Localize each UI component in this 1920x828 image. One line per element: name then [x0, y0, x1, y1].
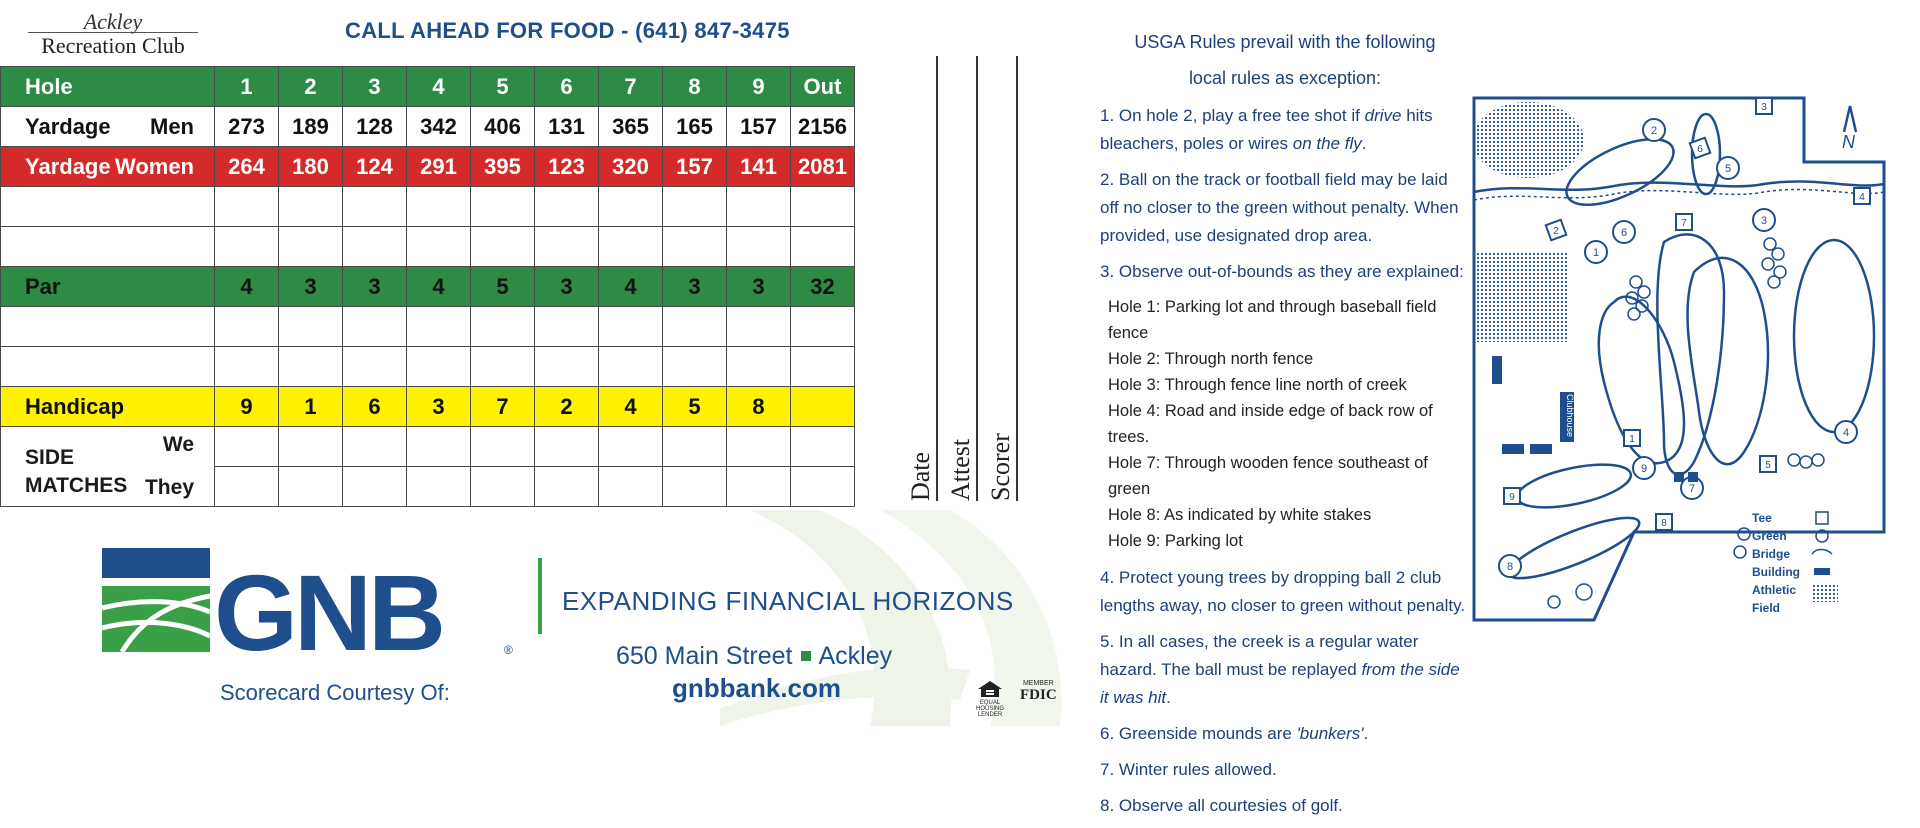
score-cell[interactable] [279, 427, 343, 467]
par-total: 32 [791, 267, 855, 307]
score-cell[interactable] [407, 467, 471, 507]
handicap-label: Handicap [1, 387, 215, 427]
out-label: Out [791, 67, 855, 107]
we-label: We [162, 433, 194, 456]
oob-item: Hole 4: Road and inside edge of back row of trees. [1108, 402, 1433, 446]
score-cell[interactable] [407, 307, 471, 347]
legend-bridge: Bridge [1752, 547, 1791, 561]
svg-text:5: 5 [1765, 460, 1771, 471]
athletic-field [1472, 252, 1568, 342]
logo-divider [538, 558, 542, 634]
svg-text:4: 4 [1842, 427, 1850, 439]
svg-text:8: 8 [1506, 561, 1514, 573]
equal-housing-logo [975, 680, 1005, 718]
score-cell[interactable] [279, 187, 343, 227]
course-map-drawing [1464, 92, 1894, 632]
score-cell[interactable] [407, 427, 471, 467]
sponsor-address [616, 642, 892, 671]
scorer-label: Scorer [986, 433, 1015, 501]
hole-number: 8 [663, 67, 727, 107]
men-yardage-cell: 342 [407, 107, 471, 147]
score-cell[interactable] [471, 227, 535, 267]
sponsor-tagline: EXPANDING FINANCIAL HORIZONS [562, 586, 1014, 616]
par-label: Par [1, 267, 215, 307]
score-cell[interactable] [727, 307, 791, 347]
score-cell[interactable] [471, 427, 535, 467]
matches-label: MATCHES [25, 473, 128, 497]
oob-item: Hole 7: Through wooden fence southeast of green [1108, 454, 1428, 498]
par-cell: 3 [727, 267, 791, 307]
score-cell[interactable] [471, 347, 535, 387]
svg-text:1: 1 [1629, 434, 1635, 445]
par-cell: 4 [407, 267, 471, 307]
logo-navy-bar [102, 548, 210, 578]
score-cell[interactable] [279, 227, 343, 267]
logo-field [102, 586, 210, 652]
score-total-cell[interactable] [791, 427, 855, 467]
rule-4: 4. Protect young trees by dropping ball 2 club lengths away, no closer to green without penalty. [1100, 568, 1466, 615]
svg-text:2: 2 [1650, 125, 1658, 137]
street: 650 Main Street [616, 642, 793, 670]
handicap-cell: 7 [471, 387, 535, 427]
svg-text:8: 8 [1661, 518, 1667, 529]
yardage-label: Yardage [25, 153, 111, 179]
legend-field: Field [1752, 601, 1781, 615]
athletic-field [1472, 102, 1584, 178]
score-cell[interactable] [663, 307, 727, 347]
player-score-row [1, 187, 855, 227]
map-legend [1752, 511, 1838, 615]
women-yardage-cell: 264 [215, 147, 279, 187]
fdic-member: MEMBER [1022, 680, 1054, 687]
legend-athletic: Athletic [1752, 583, 1797, 597]
score-cell[interactable] [535, 227, 599, 267]
city: Ackley [818, 642, 893, 670]
men-yardage-row [1, 107, 855, 147]
hole-number: 2 [279, 67, 343, 107]
oob-item: Hole 1: Parking lot and through baseball field fence [1108, 298, 1437, 342]
player-score-row [1, 307, 855, 347]
score-cell[interactable] [727, 227, 791, 267]
women-yardage-row [1, 147, 855, 187]
north-arrow-icon [1844, 106, 1856, 132]
score-cell[interactable] [599, 187, 663, 227]
par-cell: 3 [279, 267, 343, 307]
player-score-row [1, 347, 855, 387]
score-cell[interactable] [215, 427, 279, 467]
rule-8: 8. Observe all courtesies of golf. [1100, 796, 1343, 815]
men-yardage-cell: 165 [663, 107, 727, 147]
par-cell: 3 [343, 267, 407, 307]
hole-number: 7 [599, 67, 663, 107]
men-yardage-cell: 131 [535, 107, 599, 147]
score-cell[interactable] [343, 187, 407, 227]
women-yardage-cell: 123 [535, 147, 599, 187]
score-cell[interactable] [535, 347, 599, 387]
legend-green: Green [1752, 529, 1787, 543]
women-yardage-cell: 157 [663, 147, 727, 187]
club-name-bottom: Recreation Club [28, 32, 198, 57]
hole-label: Hole [1, 67, 215, 107]
building-legend-icon [1814, 568, 1830, 575]
oob-item: Hole 9: Parking lot [1108, 532, 1243, 550]
par-cell: 4 [599, 267, 663, 307]
score-cell[interactable] [215, 467, 279, 507]
men-label: Men [150, 113, 194, 139]
course-map [1464, 92, 1894, 632]
hole-number: 9 [727, 67, 791, 107]
attest-signature-line[interactable] [942, 56, 978, 501]
score-total-cell[interactable] [791, 187, 855, 227]
score-cell[interactable] [727, 467, 791, 507]
score-cell[interactable] [599, 467, 663, 507]
equal-housing-text: EQUAL HOUSING LENDER [975, 700, 1004, 718]
call-ahead-text: CALL AHEAD FOR FOOD - (641) 847-3475 [345, 18, 790, 43]
women-yardage-cell: 291 [407, 147, 471, 187]
score-cell[interactable] [215, 347, 279, 387]
score-cell[interactable] [343, 227, 407, 267]
score-total-cell[interactable] [791, 307, 855, 347]
rules-heading-1: USGA Rules prevail with the following [1134, 32, 1436, 52]
score-cell[interactable] [663, 427, 727, 467]
score-cell[interactable] [279, 307, 343, 347]
attest-label: Attest [946, 438, 975, 501]
bridge-legend-icon [1812, 550, 1832, 555]
score-cell[interactable] [599, 307, 663, 347]
player-name-cell[interactable] [1, 227, 215, 267]
oob-item: Hole 8: As indicated by white stakes [1108, 506, 1372, 524]
handicap-cell: 2 [535, 387, 599, 427]
score-cell[interactable] [535, 187, 599, 227]
men-yardage-cell: 365 [599, 107, 663, 147]
score-cell[interactable] [535, 427, 599, 467]
women-yardage-cell: 320 [599, 147, 663, 187]
handicap-cell: 5 [663, 387, 727, 427]
svg-text:9: 9 [1509, 492, 1515, 503]
they-label: They [144, 476, 194, 499]
svg-text:2: 2 [1553, 226, 1559, 237]
men-yardage-cell: 128 [343, 107, 407, 147]
svg-text:7: 7 [1688, 483, 1696, 495]
oob-item: Hole 3: Through fence line north of creek [1108, 376, 1407, 394]
rule-5: 5. In all cases, the creek is a regular water hazard. The ball must be replayed from the side it was hit. [1100, 632, 1460, 707]
score-cell[interactable] [279, 347, 343, 387]
men-yardage-cell: 189 [279, 107, 343, 147]
score-cell[interactable] [407, 227, 471, 267]
men-yardage-total: 2156 [791, 107, 855, 147]
women-yardage-label [1, 147, 215, 187]
score-cell[interactable] [727, 347, 791, 387]
side-label: SIDE [25, 445, 75, 469]
men-yardage-cell: 273 [215, 107, 279, 147]
score-cell[interactable] [727, 427, 791, 467]
svg-text:4: 4 [1859, 192, 1865, 203]
par-cell: 5 [471, 267, 535, 307]
hole-row [1, 67, 855, 107]
men-yardage-cell: 406 [471, 107, 535, 147]
logo-text: GNB [214, 552, 442, 658]
score-cell[interactable] [471, 307, 535, 347]
local-rules [1100, 24, 1470, 828]
player-name-cell[interactable] [1, 307, 215, 347]
fdic-logo [1020, 680, 1057, 704]
house-icon [977, 680, 1003, 698]
score-cell[interactable] [663, 467, 727, 507]
handicap-cell: 1 [279, 387, 343, 427]
women-yardage-total: 2081 [791, 147, 855, 187]
score-cell[interactable] [663, 187, 727, 227]
score-cell[interactable] [343, 427, 407, 467]
gnb-logo [102, 548, 522, 658]
rule-6: 6. Greenside mounds are 'bunkers'. [1100, 724, 1369, 743]
women-label: Women [114, 153, 194, 179]
rule-3: 3. Observe out-of-bounds as they are explained: [1100, 262, 1464, 281]
handicap-cell: 3 [407, 387, 471, 427]
score-cell[interactable] [215, 187, 279, 227]
par-cell: 3 [663, 267, 727, 307]
handicap-cell: 6 [343, 387, 407, 427]
score-cell[interactable] [599, 347, 663, 387]
svg-text:3: 3 [1761, 102, 1767, 113]
score-total-cell[interactable] [791, 227, 855, 267]
separator-dot [801, 651, 811, 661]
score-cell[interactable] [343, 347, 407, 387]
par-cell: 4 [215, 267, 279, 307]
rule-2: 2. Ball on the track or football field may be laid off no closer to the green without penalty. When provided, use designated drop area. [1100, 170, 1459, 245]
side-matches-label [1, 427, 215, 507]
men-yardage-cell: 157 [727, 107, 791, 147]
clubhouse-label: Clubhouse [1565, 394, 1575, 438]
score-cell[interactable] [407, 187, 471, 227]
athletic-field-legend-icon [1812, 584, 1838, 602]
player-score-row [1, 227, 855, 267]
tee-legend-icon [1816, 512, 1828, 524]
courtesy-text: Scorecard Courtesy Of: [220, 680, 450, 705]
svg-text:6: 6 [1697, 144, 1703, 155]
rule-7: 7. Winter rules allowed. [1100, 760, 1277, 779]
score-cell[interactable] [599, 427, 663, 467]
svg-text:6: 6 [1620, 227, 1628, 239]
women-yardage-cell: 180 [279, 147, 343, 187]
date-signature-line[interactable] [902, 56, 938, 501]
yardage-label: Yardage [25, 113, 111, 139]
score-cell[interactable] [599, 227, 663, 267]
svg-text:3: 3 [1760, 215, 1768, 227]
hole-number: 1 [215, 67, 279, 107]
handicap-cell: 9 [215, 387, 279, 427]
svg-text:1: 1 [1592, 247, 1600, 259]
legend-building: Building [1752, 565, 1800, 579]
score-cell[interactable] [343, 307, 407, 347]
score-cell[interactable] [535, 307, 599, 347]
rules-heading-2: local rules as exception: [1188, 68, 1382, 88]
oob-item: Hole 2: Through north fence [1108, 350, 1314, 368]
scorecard-table [0, 66, 855, 507]
hole-number: 5 [471, 67, 535, 107]
club-logo [28, 9, 198, 58]
men-yardage-label [1, 107, 215, 147]
hole-number: 3 [343, 67, 407, 107]
score-total-cell[interactable] [791, 347, 855, 387]
hole-number: 4 [407, 67, 471, 107]
handicap-cell: 4 [599, 387, 663, 427]
handicap-row [1, 387, 855, 427]
handicap-cell: 8 [727, 387, 791, 427]
scorer-signature-line[interactable] [982, 56, 1018, 501]
score-cell[interactable] [663, 347, 727, 387]
score-cell[interactable] [215, 307, 279, 347]
handicap-total [791, 387, 855, 427]
score-cell[interactable] [215, 227, 279, 267]
par-row [1, 267, 855, 307]
hole-number: 6 [535, 67, 599, 107]
score-cell[interactable] [471, 467, 535, 507]
score-total-cell[interactable] [791, 467, 855, 507]
score-cell[interactable] [727, 187, 791, 227]
legend-tee: Tee [1752, 511, 1772, 525]
svg-text:9: 9 [1640, 463, 1648, 475]
date-label: Date [906, 451, 935, 501]
women-yardage-cell: 124 [343, 147, 407, 187]
player-name-cell[interactable] [1, 347, 215, 387]
score-cell[interactable] [407, 347, 471, 387]
svg-text:5: 5 [1724, 163, 1732, 175]
score-cell[interactable] [535, 467, 599, 507]
women-yardage-cell: 395 [471, 147, 535, 187]
score-cell[interactable] [343, 467, 407, 507]
north-label: N [1842, 132, 1855, 152]
club-name-top: Ackley [83, 9, 143, 34]
score-cell[interactable] [663, 227, 727, 267]
women-yardage-cell: 141 [727, 147, 791, 187]
side-match-we-row [1, 427, 855, 467]
registered-mark: ® [504, 643, 513, 657]
svg-text:7: 7 [1681, 218, 1687, 229]
sponsor-website-link[interactable]: gnbbank.com [672, 673, 842, 703]
score-cell[interactable] [279, 467, 343, 507]
fdic-text: FDIC [1020, 687, 1057, 703]
rule-1: 1. On hole 2, play a free tee shot if drive hits bleachers, poles or wires on the fly. [1100, 106, 1433, 153]
score-cell[interactable] [471, 187, 535, 227]
par-cell: 3 [535, 267, 599, 307]
player-name-cell[interactable] [1, 187, 215, 227]
oob-list [1108, 294, 1470, 554]
